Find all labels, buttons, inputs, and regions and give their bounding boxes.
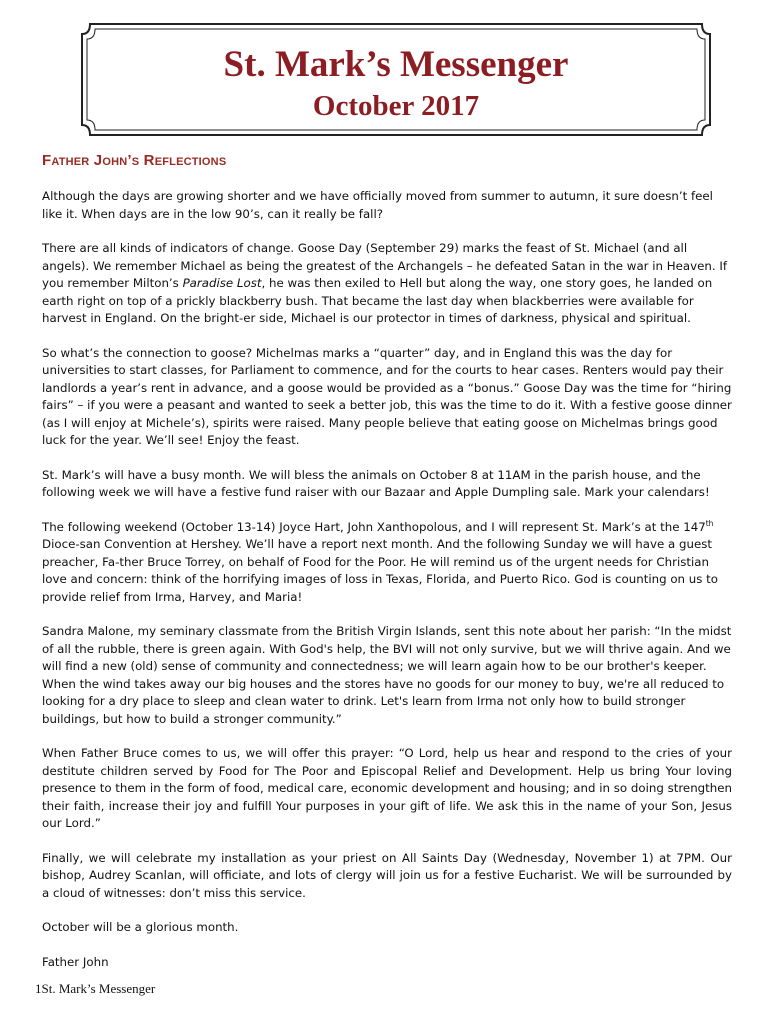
paragraph: Sandra Malone, my seminary classmate from the British Virgin Islands, sent this note about her parish: “In the midst of all the rubble, there is green again. With God's help, the BVI will not only survive, but we will thrive again. And we will find a new (old) sense of community and connectedness; we will learn again how to be our brother's keeper. When the wind takes away our big houses and the stores have no goods for our money to buy, we're all reduced to looking for a dry place to sleep and clean water to drink. Let's learn from Irma not only how to build stronger buildings, but how to build a stronger community.”	[42, 624, 732, 726]
text-run: , he was then exiled to Hell but along the way, one story goes, he landed on earth right on top of a prickly blackberry bush. That became the last day when blackberries were available for harvest in England. On the bright-er side, Michael is our protector in times of darkness, physical and spiritual.	[42, 276, 713, 325]
paragraph: When Father Bruce comes to us, we will offer this prayer: “O Lord, help us hear and respond to the cries of your destitute children served by Food for The Poor and Episcopal Relief and Development. Help us bring Your loving presence to them in the form of food, medical care, economic development and housing; and in so doing strengthen their faith, increase their joy and fulfill Your purposes in your gift of life. We ask this in the name of your Son, Jesus our Lord.”	[42, 746, 732, 830]
signature: Father John	[42, 954, 109, 969]
text-run: Dioce-san Convention at Hershey. We’ll have a report next month. And the following Sunday we will have a guest preacher, Fa-ther Bruce Torrey, on behalf of Food for the Poor. He will remind us of the urgent needs for Christian love and concern: think of the horrifying images of loss in Texas, Florida, and Puerto Rico. God is counting on us to provide relief from Irma, Harvey, and Maria!	[42, 537, 718, 604]
paragraph: So what’s the connection to goose? Michelmas marks a “quarter” day, and in England this was the day for universities to start classes, for Parliament to commence, and for the courts to hear cases. Renters would pay their landlords a year’s rent in advance, and a goose would be provided as a “bonus.” Goose Day was the time for “hiring fairs” – if you were a peasant and wanted to seek a better job, this was the time to do it. With a festive goose dinner (as I will enjoy at Michele’s), spirits were raised. Many people believe that eating goose on Michelmas brings good luck for the year. We’ll see! Enjoy the feast.	[42, 345, 732, 447]
text-run: The following weekend (October 13-14) Joyce Hart, John Xanthopolous, and I will represent St. Mark’s at the 147	[42, 519, 706, 534]
page-number: 1	[35, 981, 42, 996]
paragraph	[42, 240, 732, 328]
paragraph	[42, 519, 732, 607]
paragraph: Finally, we will celebrate my installation as your priest on All Saints Day (Wednesday, November 1) at 7PM. Our bishop, Audrey Scanlan, will officiate, and lots of clergy will join us for a festive Eucharist. We will be surrounded by a cloud of witnesses: don’t miss this service.	[42, 850, 732, 900]
issue-date: October 2017	[312, 90, 480, 122]
paragraph: Although the days are growing shorter and we have officially moved from summer to autumn, it sure doesn’t feel like it. When days are in the low 90’s, can it really be fall?	[42, 189, 713, 221]
newsletter-title: St. Mark’s Messenger	[223, 44, 569, 85]
article-body	[42, 188, 732, 988]
text-run: There are all kinds of indicators of change. Goose Day (September 29) marks the feast of St. Michael (and all angels). We remember Michael as being the greatest of the Archangels – he defeated Satan in the war in Heaven. If you remember Milton’s	[42, 241, 727, 290]
book-title: Paradise Lost	[182, 276, 262, 290]
paragraph: October will be a glorious month.	[42, 920, 239, 934]
masthead	[80, 22, 712, 137]
section-heading: Father John’s Reflections	[42, 152, 227, 169]
paragraph: St. Mark’s will have a busy month. We will bless the animals on October 8 at 11AM in the parish house, and the following week we will have a festive fund raiser with our Bazaar and Apple Dumpling sale. Mark your calendars!	[42, 467, 710, 499]
ordinal-suffix: th	[705, 518, 714, 528]
footer-publication: St. Mark’s Messenger	[41, 981, 156, 996]
page-footer	[35, 981, 155, 997]
